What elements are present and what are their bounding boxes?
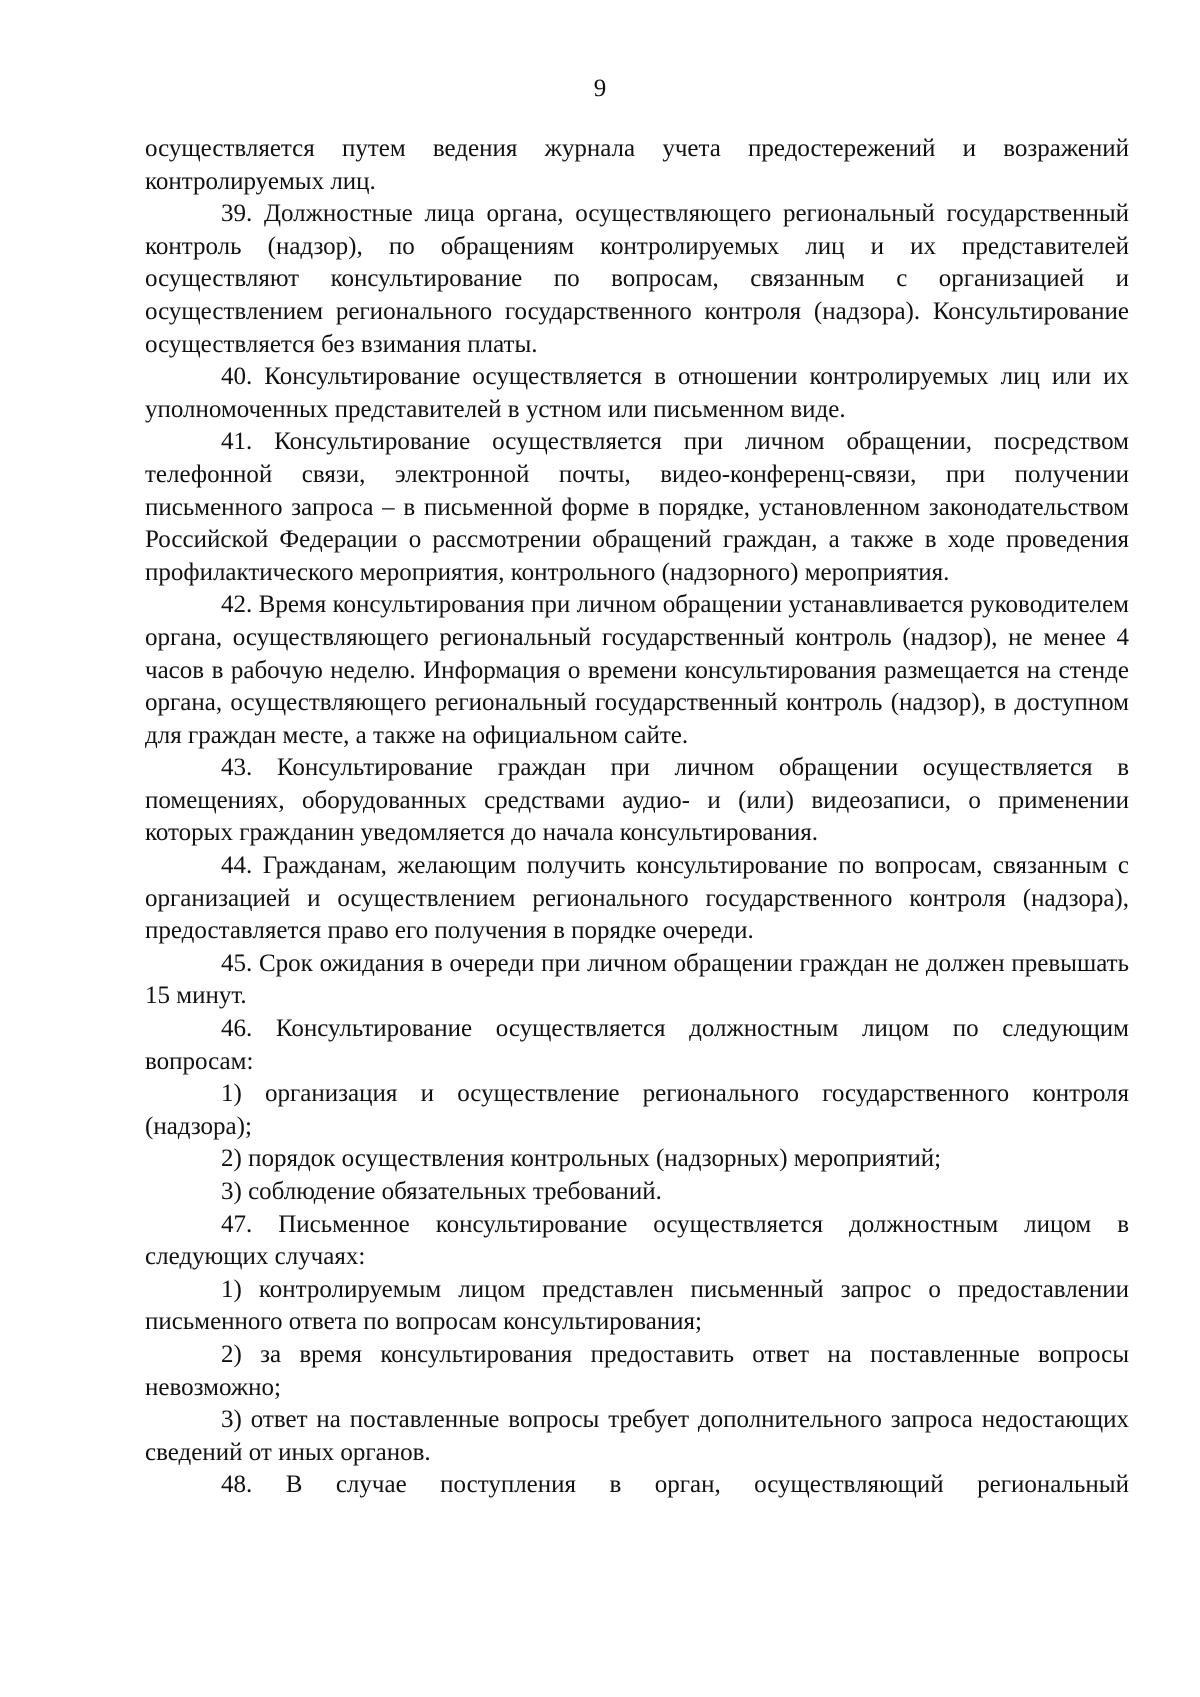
list-item-47-3: 3) ответ на поставленные вопросы требует дополнительного запроса недостающих сведений от иных органов. (145, 1406, 1129, 1466)
paragraph-45: 45. Срок ожидания в очереди при личном обращении граждан не должен превышать 15 минут. (145, 949, 1129, 1010)
paragraph-39: 39. Должностные лица органа, осуществляющего региональный государственный контроль (надзор), по обращениям контролируемых лиц и их представителей осуществляют консультирование по вопросам, связанным с организацией и осуществлением регионального государственного контроля (надзора). Консультирование осуществляется без взимания платы. (145, 200, 1129, 358)
paragraph-48: 48. В случае поступления в орган, осуществляющий региональный (221, 1471, 1129, 1499)
paragraph-42: 42. Время консультирования при личном обращении устанавливается руководителем органа, осуществляющего региональный государственный контроль (надзор), не менее 4 часов в рабочую неделю. Информация о времени консультирования размещается на стенде органа, осуществляющего региональный государственный контроль (надзор), в доступном для граждан месте, а также на официальном сайте. (145, 591, 1129, 749)
paragraph-43: 43. Консультирование граждан при личном обращении осуществляется в помещениях, оборудованных средствами аудио- и (или) видеозаписи, о применении которых гражданин уведомляется до начала консультирования. (145, 754, 1129, 847)
list-item-46-3: 3) соблюдение обязательных требований. (221, 1178, 662, 1205)
page-number: 9 (593, 75, 607, 102)
list-item-47-2: 2) за время консультирования предоставить ответ на поставленные вопросы невозможно; (145, 1340, 1129, 1401)
paragraph-46: 46. Консультирование осуществляется должностным лицом по следующим вопросам: (145, 1015, 1129, 1075)
paragraph-44: 44. Гражданам, желающим получить консультирование по вопросам, связанным с организацией и осуществлением регионального государственного контроля (надзора), предоставляется право его получения в порядке очереди. (145, 852, 1129, 945)
list-item-46-1: 1) организация и осуществление регионального государственного контроля (надзора); (145, 1080, 1129, 1140)
document-body (145, 133, 1129, 1502)
paragraph-41: 41. Консультирование осуществляется при личном обращении, посредством телефонной связи, электронной почты, видео-конференц-связи, при получении письменного запроса – в письменной форме в порядке, установленном законодательством Российской Федерации о рассмотрении обращений граждан, а также в ходе проведения профилактического мероприятия, контрольного (надзорного) мероприятия. (145, 428, 1129, 586)
paragraph-40: 40. Консультирование осуществляется в отношении контролируемых лиц или их уполномоченных представителей в устном или письменном виде. (145, 363, 1129, 423)
list-item-46-2: 2) порядок осуществления контрольных (надзорных) мероприятий; (221, 1145, 942, 1173)
paragraph-continuation: осуществляется путем ведения журнала учета предостережений и возражений контролируемых лиц. (145, 135, 1129, 195)
list-item-47-1: 1) контролируемым лицом представлен письменный запрос о предоставлении письменного ответа по вопросам консультирования; (145, 1275, 1129, 1336)
paragraph-47: 47. Письменное консультирование осуществляется должностным лицом в следующих случаях: (145, 1210, 1129, 1271)
